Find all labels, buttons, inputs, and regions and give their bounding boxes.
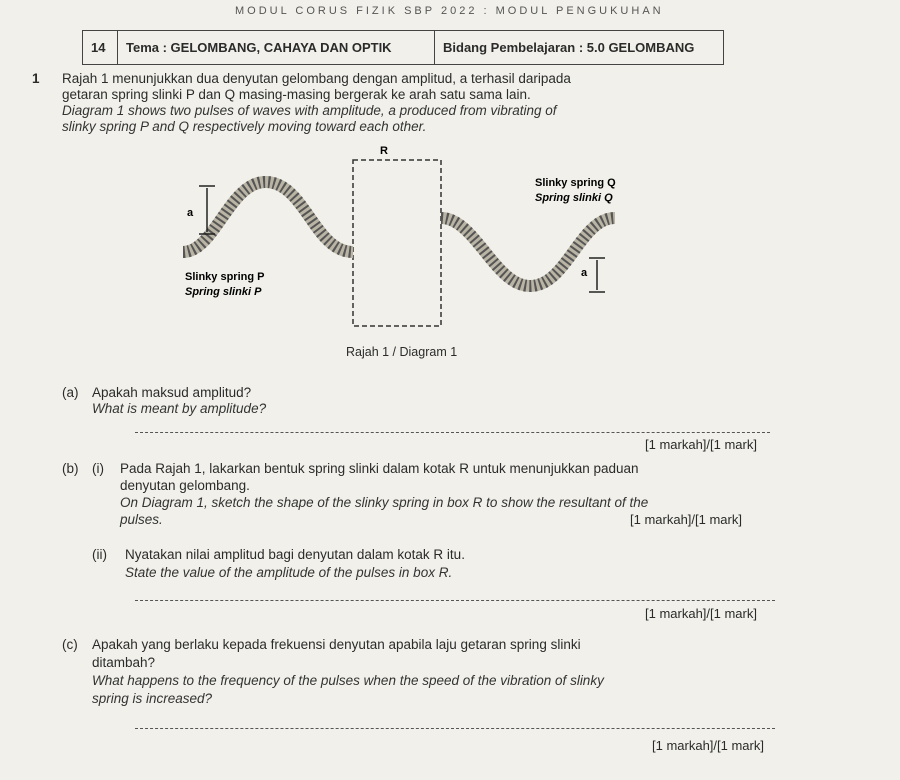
part-b-ii-en: State the value of the amplitude of the pulses in box R. (125, 565, 453, 580)
topic-table (82, 30, 724, 65)
spring-q-label-en: Slinky spring Q (535, 177, 616, 189)
part-b-i-ms-line-2: denyutan gelombang. (120, 478, 250, 493)
part-b-i-en-line-2: pulses. (120, 512, 163, 527)
amplitude-p-label: a (187, 207, 194, 219)
part-a-marks: [1 markah]/[1 mark] (645, 437, 757, 452)
part-b-label: (b) (62, 461, 79, 476)
slinky-diagram (175, 140, 655, 350)
spring-p-label-ms: Spring slinki P (185, 286, 262, 298)
part-b-ii-ms: Nyatakan nilai amplitud bagi denyutan dalam kotak R itu. (125, 547, 465, 562)
intro-ms-line-1: Rajah 1 menunjukkan dua denyutan gelombang dengan amplitud, a terhasil daripada (62, 71, 571, 86)
spring-p-label-en: Slinky spring P (185, 271, 265, 283)
intro-ms-line-2: getaran spring slinki P dan Q masing-masing bergerak ke arah satu sama lain. (62, 87, 531, 102)
box-r (353, 160, 441, 326)
part-c-en-line-1: What happens to the frequency of the pulses when the speed of the vibration of slinky (92, 673, 604, 688)
part-a-en: What is meant by amplitude? (92, 401, 267, 416)
part-b-i-ms-line-1: Pada Rajah 1, lakarkan bentuk spring slinki dalam kotak R untuk menunjukkan paduan (120, 461, 639, 476)
intro-en-line-2: slinky spring P and Q respectively moving toward each other. (62, 119, 427, 134)
diagram-caption: Rajah 1 / Diagram 1 (346, 345, 458, 359)
part-b-i-label: (i) (92, 461, 104, 476)
answer-line-b-ii[interactable] (135, 600, 775, 601)
part-c-ms-line-2: ditambah? (92, 655, 156, 670)
part-c-label: (c) (62, 637, 78, 652)
amplitude-q-label: a (581, 267, 588, 279)
box-r-label: R (380, 145, 388, 157)
topic-number: 14 (83, 31, 118, 64)
module-header: MODUL CORUS FIZIK SBP 2022 : MODUL PENGUKUHAN (235, 5, 664, 17)
answer-line-c[interactable] (135, 728, 775, 729)
question-number: 1 (32, 71, 40, 86)
answer-line-a[interactable] (135, 432, 770, 433)
part-b-ii-label: (ii) (92, 547, 107, 562)
part-c-en-line-2: spring is increased? (92, 691, 213, 706)
learning-area: Bidang Pembelajaran : 5.0 GELOMBANG (443, 40, 695, 55)
part-c-ms-line-1: Apakah yang berlaku kepada frekuensi denyutan apabila laju getaran spring slinki (92, 637, 581, 652)
part-b-ii-marks: [1 markah]/[1 mark] (645, 606, 757, 621)
topic-theme: Tema : GELOMBANG, CAHAYA DAN OPTIK (118, 31, 435, 64)
part-b-i-marks: [1 markah]/[1 mark] (630, 512, 742, 527)
part-a-label: (a) (62, 385, 79, 400)
part-b-i-en-line-1: On Diagram 1, sketch the shape of the slinky spring in box R to show the resultant of the (120, 495, 649, 510)
spring-q-label-ms: Spring slinki Q (535, 192, 613, 204)
part-c-marks: [1 markah]/[1 mark] (652, 738, 764, 753)
intro-en-line-1: Diagram 1 shows two pulses of waves with amplitude, a produced from vibrating of (62, 103, 557, 118)
part-a-ms: Apakah maksud amplitud? (92, 385, 252, 400)
